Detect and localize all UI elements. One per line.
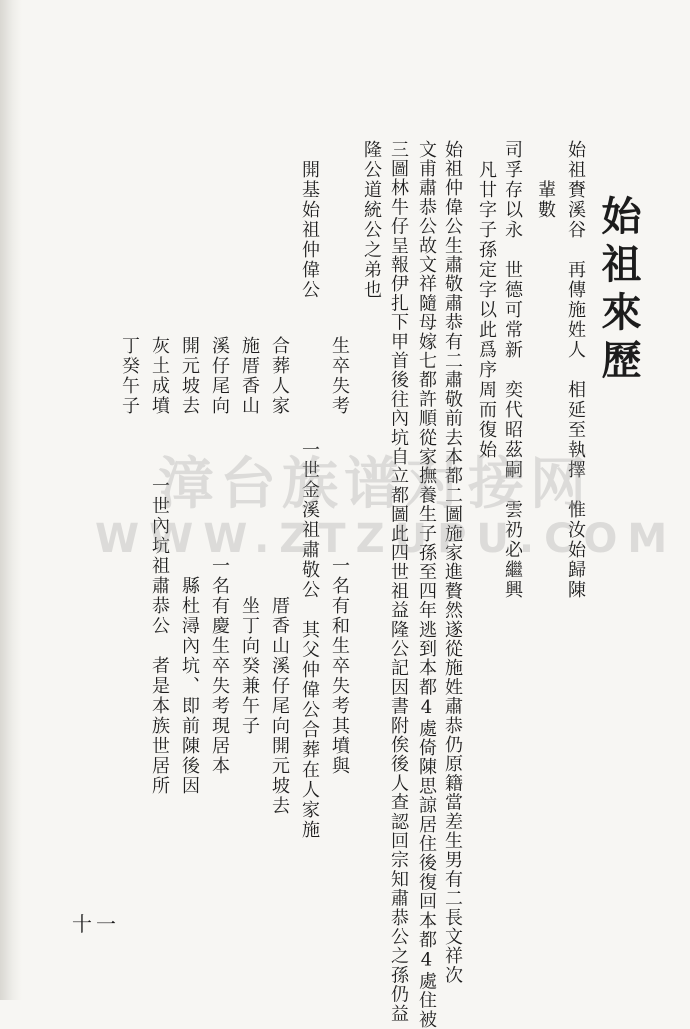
page-number: 十一 [72, 912, 120, 936]
watermark-line-2: WWW.ZTZUPU.COM [95, 516, 678, 562]
text-column-11: 合葬人家 厝香山溪仔尾向開元坡去 [269, 296, 290, 816]
text-column-13: 溪仔尾向 一名有慶生卒失考現居本 [209, 296, 230, 776]
text-column-16: 丁癸午子 [119, 296, 140, 416]
text-column-4: 凡廿字子孫定字以此爲序周而復始 [476, 140, 497, 460]
page-title: 始祖來歷 [595, 195, 642, 387]
text-column-14: 開元坡去 縣杜潯內坑、即前陳後因 [179, 296, 200, 796]
text-column-3: 司孚存以永 世德可常新 奕代昭茲嗣 雲礽必繼興 [502, 140, 523, 600]
text-column-7: 三圖林牛仔呈報伊扎下甲首後往內坑自立都圖此四世祖益隆公記因書附俟後人查認回宗知肅恭公之孫仍益 [388, 140, 409, 1024]
page-binding-edge [0, 0, 22, 1000]
text-column-15: 灰土成墳 一世內坑祖肅恭公 者是本族世居所 [149, 296, 170, 796]
text-column-10: 開基始祖仲偉公 一世金溪祖肅敬公 其父仲偉公合葬在人家施 [299, 160, 320, 840]
text-column-12: 施厝香山 坐丁向癸兼午子 [239, 296, 260, 736]
text-column-8: 隆公道統公之弟也 [361, 140, 382, 300]
text-column-2: 輩數 [535, 140, 556, 220]
text-column-9: 生卒失考 一名有和生卒失考其墳與 [329, 296, 350, 776]
watermark-line-1: 漳台族谱对接网 [158, 452, 592, 517]
text-column-5: 始祖仲偉公生肅敬肅恭有二肅敬前去本都二圖施家進贅然遂從施姓肅恭仍原籍當差生男有二長文祥次 [442, 140, 463, 985]
text-column-6: 文甫肅恭公故文祥隨母嫁七都許順從家撫養生子孫至四年逃到本都4處倚陳思諒居住後復回本都4處住被 [416, 140, 437, 1029]
text-column-1: 始祖賚溪谷 再傳施姓人 相延至執擇 惟汝始歸陳 [565, 140, 586, 600]
